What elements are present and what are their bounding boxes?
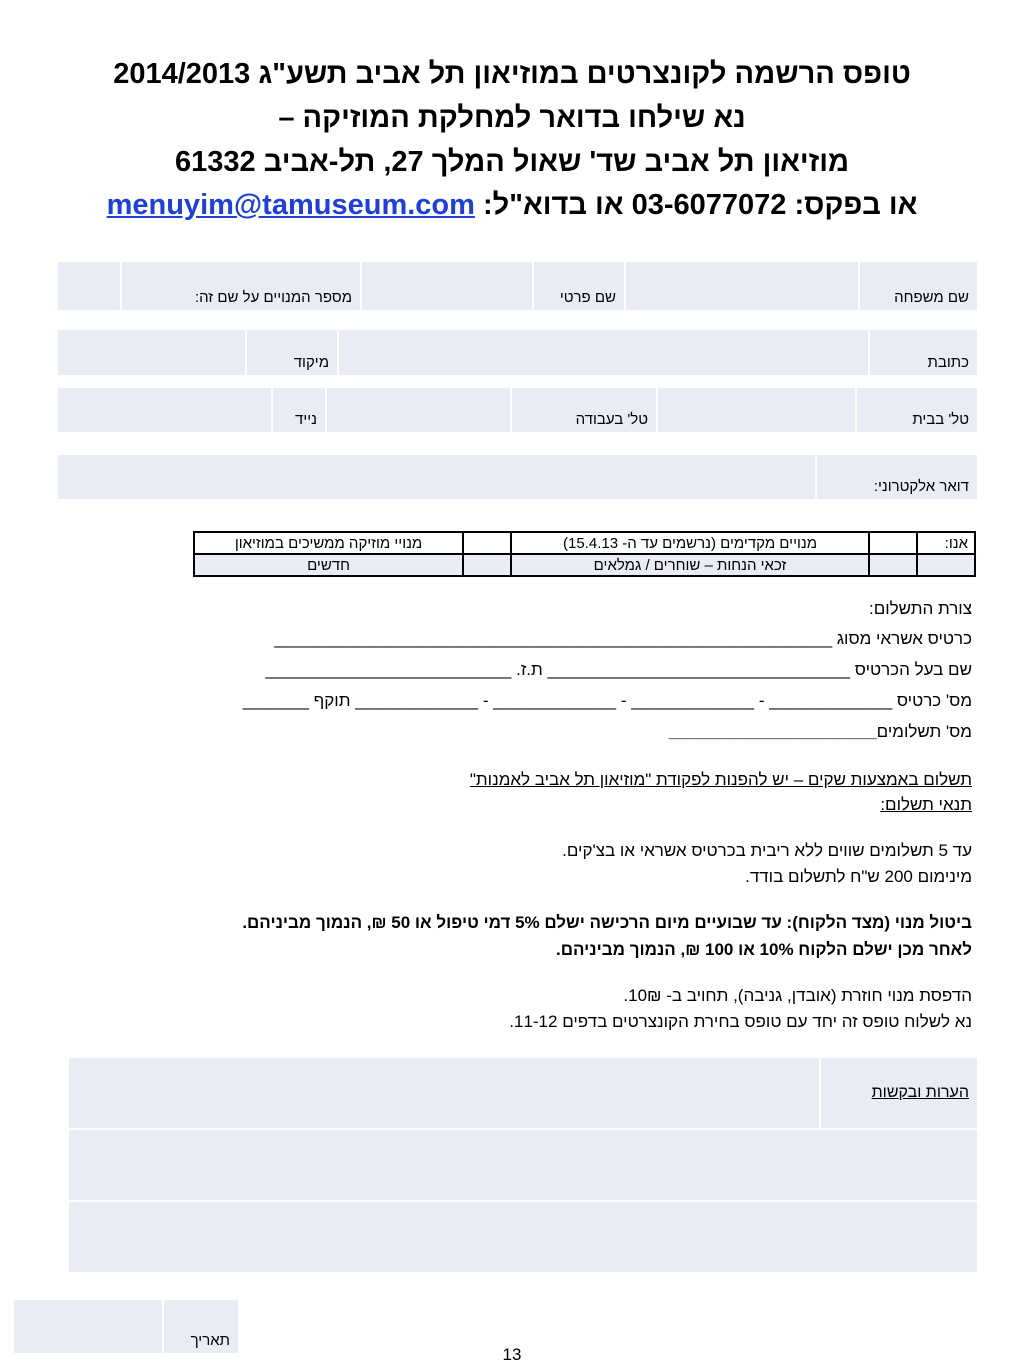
email-label: דואר אלקטרוני: — [815, 455, 977, 499]
zip-label: מיקוד — [245, 330, 337, 375]
address-label: כתובת — [868, 330, 977, 375]
notes-label: הערות ובקשות — [871, 1084, 969, 1101]
early-checkbox[interactable] — [869, 532, 917, 554]
cancel-policy-1: ביטול מנוי (מצד הלקוח): עד שבועיים מיום הרכישה ישלם 5% דמי טיפול או 50 ₪, הנמוך מביניהם. — [242, 913, 972, 932]
send-with-note: נא לשלוח טופס זה יחד עם טופס בחירת הקונצרטים בדפים 11-12. — [509, 1012, 972, 1031]
cancel-policy-2: לאחר מכן ישלם הלקוח 10% או 100 ₪, הנמוך מביניהם. — [556, 940, 972, 959]
mobile-field[interactable] — [58, 388, 271, 432]
work-phone-field[interactable] — [325, 388, 510, 432]
continuing-checkbox[interactable] — [463, 532, 511, 554]
new-option: חדשים — [194, 554, 463, 576]
date-box — [14, 1300, 238, 1353]
home-phone-label: טל' בבית — [855, 388, 977, 432]
membership-table — [193, 531, 976, 577]
mobile-label: נייד — [271, 388, 325, 432]
reprint-fee: הדפסת מנוי חוזרת (אובדן, גניבה), תחויב ב- 10₪. — [623, 986, 972, 1005]
fax-text: או בפקס: 03-6077072 או בדוא"ל: — [474, 189, 918, 221]
notes-field-3[interactable] — [69, 1202, 977, 1272]
home-phone-field[interactable] — [656, 388, 855, 432]
discount-checkbox[interactable] — [869, 554, 917, 576]
page-number: 13 — [502, 1345, 522, 1364]
last-name-field[interactable] — [624, 262, 858, 310]
address-field[interactable] — [337, 330, 868, 375]
subscribers-count-label: מספר המנויים על שם זה: — [120, 262, 360, 310]
museum-address: מוזיאון תל אביב שד' שאול המלך 27, תל-אביב 61332 — [175, 146, 849, 178]
terms-installments: עד 5 תשלומים שווים ללא ריבית בכרטיס אשראי או בצ'קים. — [562, 841, 972, 860]
notes-label-cell — [819, 1058, 977, 1128]
payment-method-label: צורת התשלום: — [869, 599, 972, 618]
email-row — [58, 455, 977, 499]
empty-cell — [917, 554, 975, 576]
early-option: מנויים מקדימים (נרשמים עד ה- 15.4.13) — [511, 532, 869, 554]
name-row — [58, 262, 977, 310]
card-holder-line[interactable]: שם בעל הכרטיס ________________________________ ת.ז. __________________________ — [265, 660, 972, 679]
notes-field-1[interactable] — [69, 1058, 819, 1128]
installments-label: מס' תשלומים — [876, 722, 972, 741]
contact-line — [20, 187, 1004, 223]
card-number-line[interactable]: מס' כרטיס _____________ - _____________ - _____________ - _____________ תוקף _______ — [242, 691, 972, 710]
installments-line[interactable] — [669, 721, 972, 743]
phone-row — [58, 388, 977, 432]
checks-note: תשלום באמצעות שקים – יש להפנות לפקודת "מוזיאון תל אביב לאמנות" — [469, 770, 972, 789]
mail-instruction: נא שילחו בדואר למחלקת המוזיקה – — [278, 102, 746, 134]
date-field[interactable] — [14, 1300, 162, 1353]
we-label: אנו: — [917, 532, 975, 554]
form-title: טופס הרשמה לקונצרטים במוזיאון תל אביב תשע"ג 2014/2013 — [113, 58, 911, 90]
card-type-line[interactable]: כרטיס אשראי מסוג ___________________________________________________________ — [274, 629, 972, 648]
terms-minimum: מינימום 200 ש"ח לתשלום בודד. — [745, 867, 972, 886]
email-field[interactable] — [58, 455, 815, 499]
new-checkbox[interactable] — [463, 554, 511, 576]
zip-field[interactable] — [58, 330, 245, 375]
work-phone-label: טל' בעבודה — [510, 388, 656, 432]
last-name-label: שם משפחה — [858, 262, 977, 310]
first-name-label: שם פרטי — [532, 262, 624, 310]
first-name-field[interactable] — [360, 262, 532, 310]
terms-label: תנאי תשלום: — [880, 795, 972, 814]
date-label: תאריך — [162, 1300, 238, 1353]
address-row — [58, 330, 977, 375]
continuing-option: מנויי מוזיקה ממשיכים במוזיאון — [194, 532, 463, 554]
installments-blank[interactable]: ______________________ — [668, 722, 877, 741]
notes-field-2[interactable] — [69, 1130, 977, 1200]
email-link[interactable]: menuyim@tamuseum.com — [106, 189, 475, 221]
subscribers-count-field[interactable] — [58, 262, 120, 310]
notes-box — [69, 1058, 977, 1272]
discount-option: זכאי הנחות – שוחרים / גמלאים — [511, 554, 869, 576]
